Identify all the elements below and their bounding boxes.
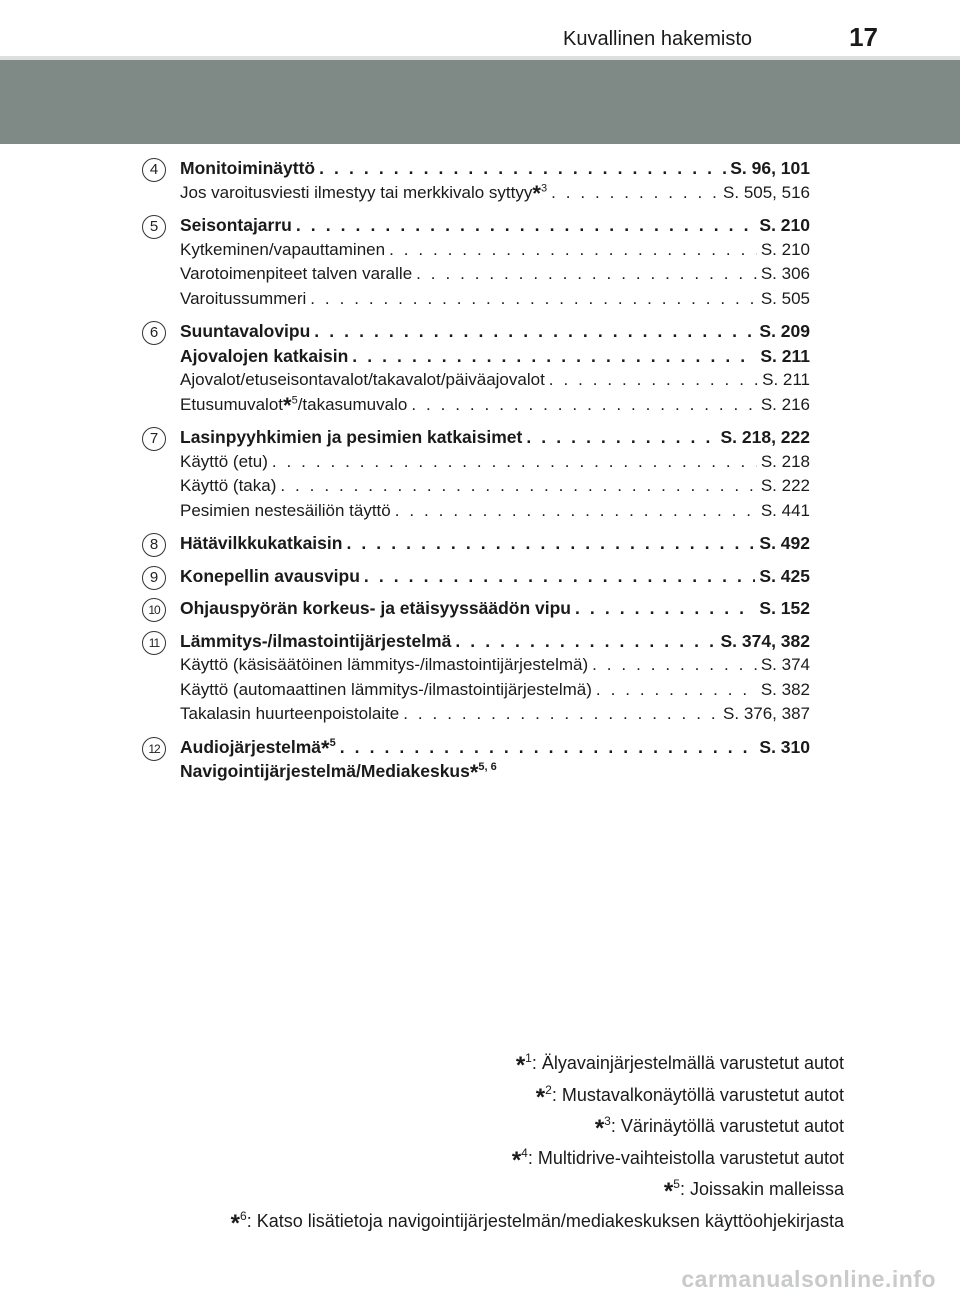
page-reference: S. 374, 382 xyxy=(720,630,810,651)
index-entry xyxy=(142,213,810,311)
footnote-mark: 5 xyxy=(673,1177,680,1191)
index-label xyxy=(180,759,497,784)
page-reference: S. 492 xyxy=(759,533,810,553)
label-text: Kytkeminen/vapauttaminen xyxy=(180,239,386,259)
index-subitem xyxy=(180,287,810,312)
label-text: Takalasin huurteenpoistolaite xyxy=(180,704,400,723)
index-list xyxy=(142,156,810,792)
index-entry xyxy=(142,564,810,589)
page-reference: S. 96, 101 xyxy=(730,158,810,178)
footnote-text: : Värinäytöllä varustetut autot xyxy=(610,1116,844,1136)
label-text: Ohjauspyörän korkeus- ja etäisyyssäädön vipu xyxy=(180,598,571,618)
label-text: Varoitussummeri xyxy=(180,288,307,308)
footnotes xyxy=(231,1048,844,1237)
footnote xyxy=(231,1048,844,1080)
dot-leader xyxy=(280,474,756,499)
index-label xyxy=(180,629,451,654)
index-label xyxy=(180,474,276,499)
footnote-asterisk: * xyxy=(532,180,541,206)
footnote-asterisk: * xyxy=(511,1146,522,1174)
index-entry xyxy=(142,425,810,523)
index-label xyxy=(180,678,592,703)
label-text: Lämmitys-/ilmastointijärjestelmä xyxy=(180,630,452,651)
footnote-ref: 5 xyxy=(329,736,336,749)
dot-leader xyxy=(592,653,757,678)
footnote-text: : Joissakin malleissa xyxy=(679,1179,844,1199)
label-text: Käyttö (käsisäätöinen lämmitys-/ilmastointijärjestelmä) xyxy=(180,655,589,674)
page-reference: S. 210 xyxy=(759,215,810,235)
label-text: Pesimien nestesäiliön täyttö xyxy=(180,500,391,520)
page-reference: S. 216 xyxy=(760,394,810,414)
index-subitem xyxy=(180,450,810,475)
dot-leader xyxy=(575,596,755,621)
item-number-badge: 10 xyxy=(142,598,166,622)
index-heading xyxy=(180,156,810,181)
item-number-badge: 6 xyxy=(142,321,166,345)
page-reference: S. 505, 516 xyxy=(723,182,810,202)
index-entry xyxy=(142,596,810,621)
index-entry xyxy=(142,319,810,417)
page-reference: S. 425 xyxy=(759,565,810,586)
label-text: Seisontajarru xyxy=(180,215,292,235)
index-label xyxy=(180,344,348,369)
index-subitem xyxy=(180,653,810,678)
index-subitem xyxy=(180,393,810,418)
header-gray-band xyxy=(0,60,960,144)
footnote-asterisk: * xyxy=(663,1178,674,1205)
label-text: Hätävilkkukatkaisin xyxy=(180,533,343,553)
dot-leader xyxy=(549,368,758,393)
dot-leader xyxy=(296,213,756,238)
page-reference: S. 218, 222 xyxy=(720,427,810,447)
footnote-text: : Katso lisätietoja navigointijärjestelmän/mediakeskuksen käyttöohjekirjasta xyxy=(246,1210,844,1231)
page-reference: S. 209 xyxy=(759,321,810,341)
label-text: Käyttö (automaattinen lämmitys-/ilmastointijärjestelmä) xyxy=(180,679,592,699)
dot-leader xyxy=(416,262,757,287)
dot-leader xyxy=(395,499,757,524)
index-heading xyxy=(180,213,810,238)
index-label xyxy=(180,702,399,727)
label-text: Jos varoitusviesti ilmestyy tai merkkivalo syttyy xyxy=(180,182,533,202)
label-text-after: /takasumuvalo xyxy=(297,394,408,414)
index-label xyxy=(180,181,547,206)
footnote-asterisk: * xyxy=(594,1115,605,1142)
index-heading xyxy=(180,319,810,344)
label-text: Suuntavalovipu xyxy=(180,321,311,341)
item-number-badge: 4 xyxy=(142,158,166,182)
index-label xyxy=(180,238,385,263)
footnote-asterisk: * xyxy=(469,760,479,785)
index-label xyxy=(180,531,342,556)
watermark: carmanualsonline.info xyxy=(681,1266,936,1292)
index-heading xyxy=(180,735,810,760)
page-reference: S. 310 xyxy=(759,736,810,757)
page-reference: S. 211 xyxy=(760,345,810,366)
dot-leader xyxy=(455,629,716,654)
index-label xyxy=(180,450,268,475)
item-number-badge: 11 xyxy=(142,631,166,655)
dot-leader xyxy=(411,393,757,418)
page-reference: S. 222 xyxy=(760,476,810,495)
index-label xyxy=(180,213,292,238)
dot-leader xyxy=(319,156,726,181)
dot-leader xyxy=(403,702,719,727)
page-reference: S. 374 xyxy=(760,655,810,674)
index-heading xyxy=(180,531,810,556)
label-text: Varotoimenpiteet talven varalle xyxy=(180,264,413,283)
label-text: Käyttö (taka) xyxy=(180,476,277,495)
page-reference: S. 306 xyxy=(760,264,810,283)
index-heading xyxy=(180,425,810,450)
label-text: Käyttö (etu) xyxy=(180,451,268,471)
label-text: Konepellin avausvipu xyxy=(180,565,360,586)
footnote-asterisk: * xyxy=(515,1052,526,1079)
index-label xyxy=(180,368,545,393)
label-text: Ajovalot/etuseisontavalot/takavalot/päiväajovalot xyxy=(180,370,545,389)
index-label xyxy=(180,653,588,678)
dot-leader xyxy=(340,735,756,760)
footnote-asterisk: * xyxy=(230,1209,240,1237)
section-title: Kuvallinen hakemisto xyxy=(563,28,752,50)
index-subitem xyxy=(180,181,810,206)
index-subitem xyxy=(180,678,810,703)
page-reference: S. 505 xyxy=(760,288,810,308)
page-reference: S. 376, 387 xyxy=(723,704,810,723)
index-label xyxy=(180,262,412,287)
label-text: Etusumuvalot xyxy=(180,394,283,414)
page-reference: S. 382 xyxy=(760,679,810,699)
footnote-ref: 3 xyxy=(540,181,548,194)
page-reference: S. 210 xyxy=(760,239,810,259)
label-text: Monitoiminäyttö xyxy=(180,158,316,178)
footnote xyxy=(231,1111,844,1143)
index-heading xyxy=(180,344,810,369)
index-heading xyxy=(180,629,810,654)
dot-leader xyxy=(389,238,757,263)
index-heading xyxy=(180,759,810,784)
index-entry xyxy=(142,531,810,556)
footnote-text: : Mustavalkonäytöllä varustetut autot xyxy=(551,1084,844,1105)
index-label xyxy=(180,287,306,312)
index-subitem xyxy=(180,238,810,263)
dot-leader xyxy=(272,450,757,475)
label-text: Navigointijärjestelmä/Mediakeskus xyxy=(180,761,470,781)
index-label xyxy=(180,499,391,524)
index-subitem xyxy=(180,499,810,524)
footnote xyxy=(231,1080,844,1112)
index-label xyxy=(180,156,315,181)
dot-leader xyxy=(310,287,757,312)
dot-leader xyxy=(364,564,755,589)
page-reference: S. 218 xyxy=(760,451,810,471)
item-number-badge: 12 xyxy=(142,737,166,761)
footnote-mark: 4 xyxy=(521,1145,528,1160)
dot-leader xyxy=(551,181,719,206)
footnote xyxy=(231,1206,844,1238)
index-label xyxy=(180,596,571,621)
item-number-badge: 9 xyxy=(142,566,166,590)
footnote-asterisk: * xyxy=(535,1083,546,1111)
index-entry xyxy=(142,156,810,205)
page-header xyxy=(0,0,960,60)
footnote xyxy=(231,1174,844,1206)
footnote-ref: 5 xyxy=(291,393,298,406)
item-number-badge: 8 xyxy=(142,533,166,557)
page-reference: S. 441 xyxy=(760,500,810,520)
index-subitem xyxy=(180,702,810,727)
index-heading xyxy=(180,564,810,589)
index-subitem xyxy=(180,368,810,393)
page-reference: S. 211 xyxy=(762,370,810,389)
footnote-mark: 2 xyxy=(545,1082,552,1097)
index-heading xyxy=(180,596,810,621)
footnote-text: : Älyavainjärjestelmällä varustetut autot xyxy=(531,1053,844,1073)
footnote-ref: 5, 6 xyxy=(478,761,497,774)
label-text: Lasinpyyhkimien ja pesimien katkaisimet xyxy=(180,427,523,447)
index-label xyxy=(180,393,407,418)
footnote-mark: 3 xyxy=(604,1114,611,1128)
dot-leader xyxy=(596,678,757,703)
page-number: 17 xyxy=(849,22,878,52)
dot-leader xyxy=(314,319,755,344)
page-reference: S. 152 xyxy=(759,598,810,618)
footnote-asterisk: * xyxy=(321,735,330,761)
label-text: Ajovalojen katkaisin xyxy=(180,345,349,366)
footnote xyxy=(231,1143,844,1175)
footnote-mark: 1 xyxy=(525,1051,532,1065)
item-number-badge: 5 xyxy=(142,215,166,239)
index-label xyxy=(180,564,360,589)
dot-leader xyxy=(526,425,716,450)
dot-leader xyxy=(352,344,756,369)
dot-leader xyxy=(346,531,755,556)
index-entry xyxy=(142,629,810,727)
index-subitem xyxy=(180,474,810,499)
index-label xyxy=(180,735,336,760)
footnote-text: : Multidrive-vaihteistolla varustetut autot xyxy=(527,1147,844,1168)
index-entry xyxy=(142,735,810,784)
footnote-mark: 6 xyxy=(240,1208,247,1223)
index-label xyxy=(180,425,522,450)
item-number-badge: 7 xyxy=(142,427,166,451)
index-subitem xyxy=(180,262,810,287)
label-text: Audiojärjestelmä xyxy=(180,736,322,757)
footnote-asterisk: * xyxy=(283,392,292,418)
index-label xyxy=(180,319,310,344)
